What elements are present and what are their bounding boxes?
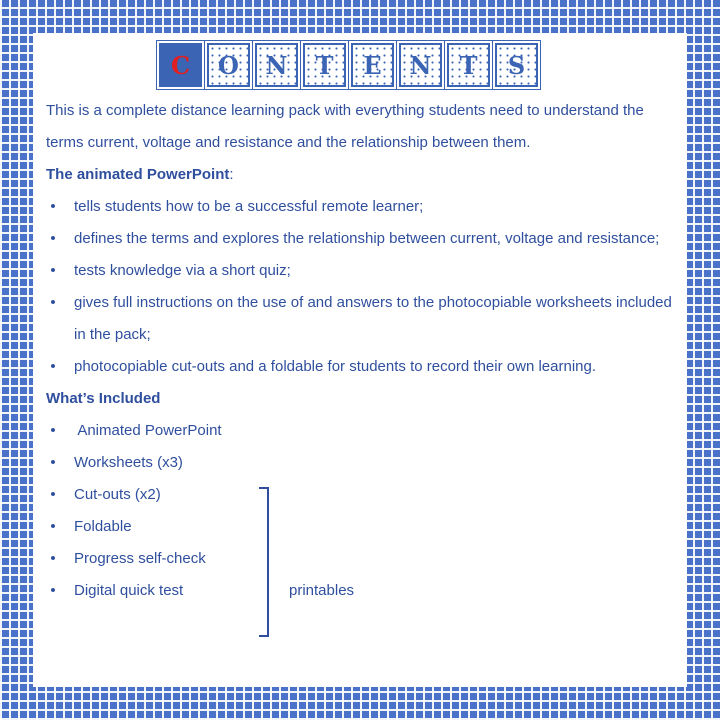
included-heading: What’s Included [46, 390, 161, 407]
bullet-icon: • [50, 358, 56, 375]
title-tile: T [303, 43, 346, 87]
content-panel [33, 33, 687, 687]
list-item-text: Foldable [74, 518, 132, 535]
list-item [46, 447, 682, 479]
contents-title [159, 43, 538, 87]
list-item-text: Progress self-check [74, 550, 206, 567]
title-tile: E [351, 43, 394, 87]
list-item-text: tests knowledge via a short quiz; [74, 262, 291, 279]
included-list [46, 415, 682, 607]
title-tile: S [495, 43, 538, 87]
bullet-icon: • [50, 518, 56, 535]
powerpoint-heading-colon: : [229, 166, 234, 183]
list-item-text: gives full instructions on the use of and answers to the photocopiable worksheets included in the pack; [74, 294, 672, 343]
included-section [46, 383, 682, 607]
list-item [46, 255, 682, 287]
title-tile: C [159, 43, 202, 87]
title-tile: T [447, 43, 490, 87]
title-tile: N [255, 43, 298, 87]
bullet-icon: • [50, 582, 56, 599]
powerpoint-heading: The animated PowerPoint [46, 166, 230, 183]
bullet-icon: • [50, 198, 56, 215]
document-body [46, 95, 682, 607]
powerpoint-list [46, 191, 682, 383]
printables-label: printables [289, 582, 355, 599]
list-item [46, 191, 682, 223]
list-item-text: photocopiable cut-outs and a foldable for students to record their own learning. [74, 358, 596, 375]
bullet-icon: • [50, 486, 56, 503]
list-item-text: Animated PowerPoint [74, 422, 222, 439]
list-item [46, 223, 682, 255]
printables-bracket [259, 487, 269, 637]
bullet-icon: • [50, 262, 56, 279]
bullet-icon: • [50, 230, 56, 247]
list-item [46, 351, 682, 383]
list-item-text: Cut-outs (x2) [74, 486, 161, 503]
intro-paragraph: This is a complete distance learning pack with everything students need to understand the terms current, voltage and resistance and the relationship between them. [46, 102, 644, 151]
list-item [46, 479, 682, 511]
title-tile: O [207, 43, 250, 87]
bullet-icon: • [50, 294, 56, 311]
powerpoint-heading-line [46, 159, 682, 191]
title-tile: N [399, 43, 442, 87]
list-item-text: defines the terms and explores the relationship between current, voltage and resistance; [74, 230, 660, 247]
list-item-text: tells students how to be a successful remote learner; [74, 198, 424, 215]
list-item [46, 575, 682, 607]
list-item-text: Digital quick test [74, 582, 184, 599]
list-item [46, 543, 682, 575]
list-item [46, 511, 682, 543]
bullet-icon: • [50, 422, 56, 439]
bullet-icon: • [50, 454, 56, 471]
list-item [46, 415, 682, 447]
list-item [46, 287, 682, 351]
bullet-icon: • [50, 550, 56, 567]
list-item-text: Worksheets (x3) [74, 454, 183, 471]
